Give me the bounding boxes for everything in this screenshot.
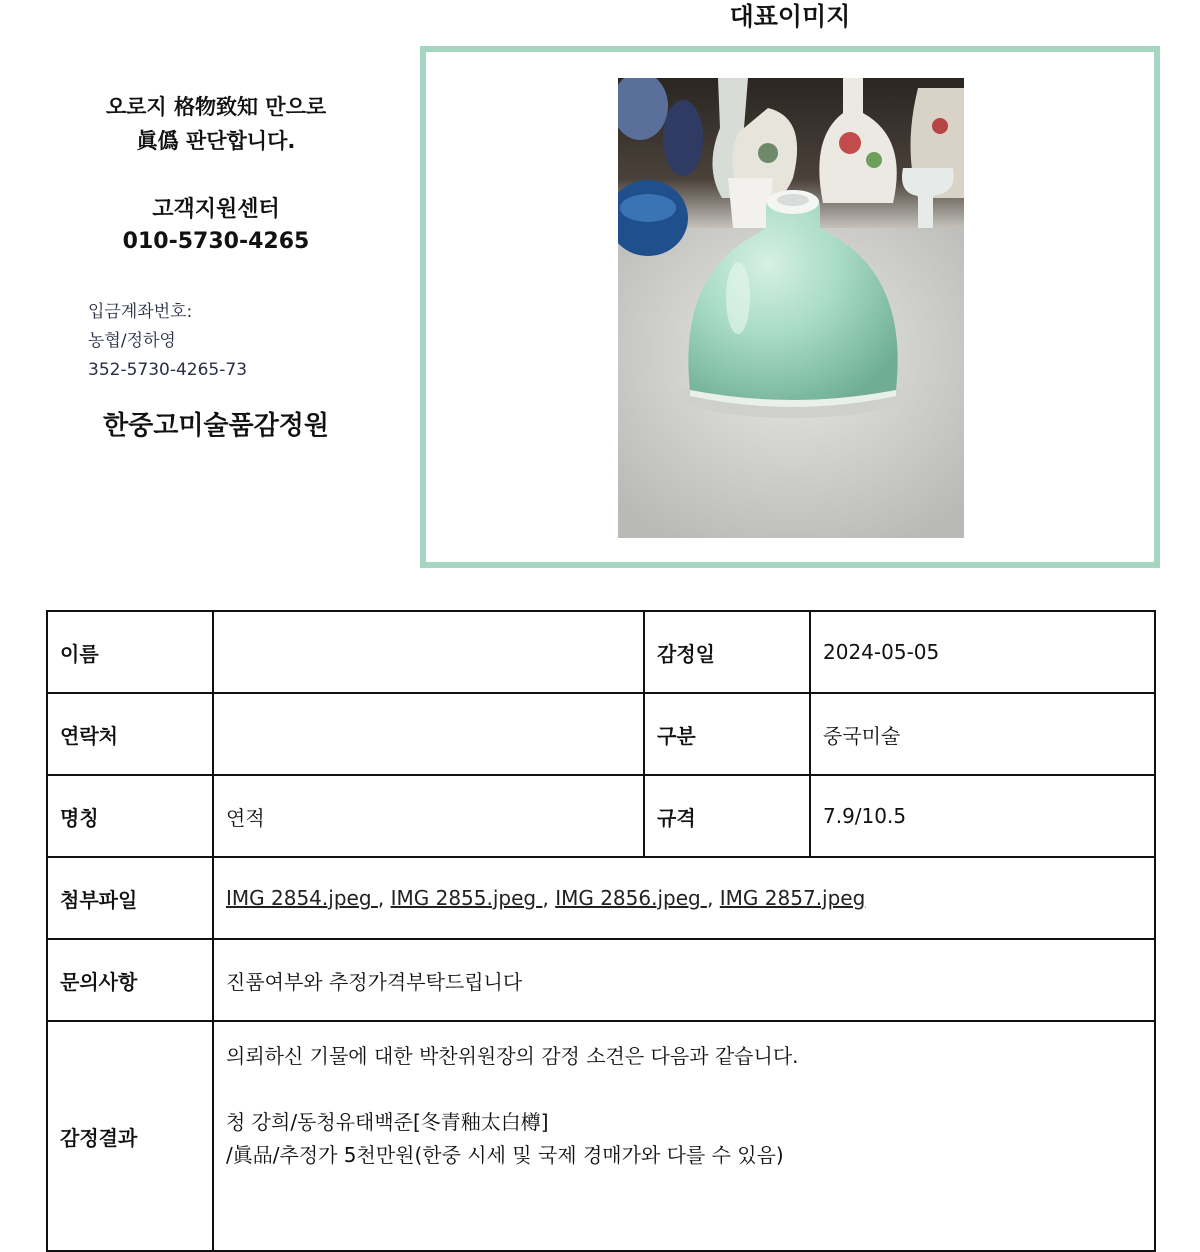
motto-line-1: 오로지 格物致知 만으로 (105, 95, 327, 119)
table-row (47, 693, 1155, 775)
result-line-2 (226, 1073, 1142, 1106)
representative-image-title: 대표이미지 (729, 2, 851, 31)
support-center-title: 고객지원센터 (152, 197, 280, 222)
table-row (47, 1021, 1155, 1251)
result-cell (213, 1021, 1155, 1251)
representative-image-frame (420, 46, 1160, 568)
label-inquiry: 문의사항 (47, 939, 213, 1021)
value-category: 중국미술 (810, 693, 1155, 775)
value-inquiry: 진품여부와 추정가격부탁드립니다 (213, 939, 1155, 1021)
label-attachments: 첨부파일 (47, 857, 213, 939)
table-row (47, 939, 1155, 1021)
account-label: 입금계좌번호: (88, 302, 193, 322)
value-appraisal-date: 2024-05-05 (810, 611, 1155, 693)
support-phone[interactable]: 010-5730-4265 (122, 229, 310, 254)
attachment-link-1[interactable]: IMG 2854.jpeg (226, 886, 378, 910)
label-dimensions: 규격 (644, 775, 810, 857)
table-row (47, 857, 1155, 939)
motto-line-2: 眞僞 판단합니다. (136, 129, 296, 153)
label-contact: 연락처 (47, 693, 213, 775)
attachment-link-2[interactable]: IMG 2855.jpeg (390, 886, 543, 910)
organization-name: 한중고미술품감정원 (102, 411, 330, 441)
header-info-panel (0, 0, 420, 590)
attachment-separator: , (707, 886, 720, 910)
attachments-cell (213, 857, 1155, 939)
label-category: 구분 (644, 693, 810, 775)
appraisal-table (46, 610, 1156, 1252)
attachment-link-4[interactable]: IMG 2857.jpeg (719, 886, 866, 910)
table-row (47, 611, 1155, 693)
account-bank: 농협/정하영 (88, 331, 176, 351)
label-item-name: 명칭 (47, 775, 213, 857)
vase-photo[interactable] (618, 78, 964, 538)
result-line-3: 청 강희/동청유태백준[冬青釉太白樽] (226, 1110, 549, 1134)
attachment-link-3[interactable]: IMG 2856.jpeg (555, 886, 708, 910)
account-number: 352-5730-4265-73 (88, 360, 248, 380)
attachment-separator: , (542, 886, 556, 910)
attachment-separator: , (377, 886, 391, 910)
table-row (47, 775, 1155, 857)
label-name: 이름 (47, 611, 213, 693)
label-result: 감정결과 (47, 1021, 213, 1251)
value-item-name: 연적 (213, 775, 644, 857)
value-dimensions: 7.9/10.5 (810, 775, 1155, 857)
value-name (213, 611, 644, 693)
label-appraisal-date: 감정일 (644, 611, 810, 693)
value-contact (213, 693, 644, 775)
result-line-1: 의뢰하신 기물에 대한 박찬위원장의 감정 소견은 다음과 같습니다. (226, 1044, 799, 1068)
result-line-4: /眞品/추정가 5천만원(한중 시세 및 국제 경매가와 다를 수 있음) (226, 1143, 784, 1167)
